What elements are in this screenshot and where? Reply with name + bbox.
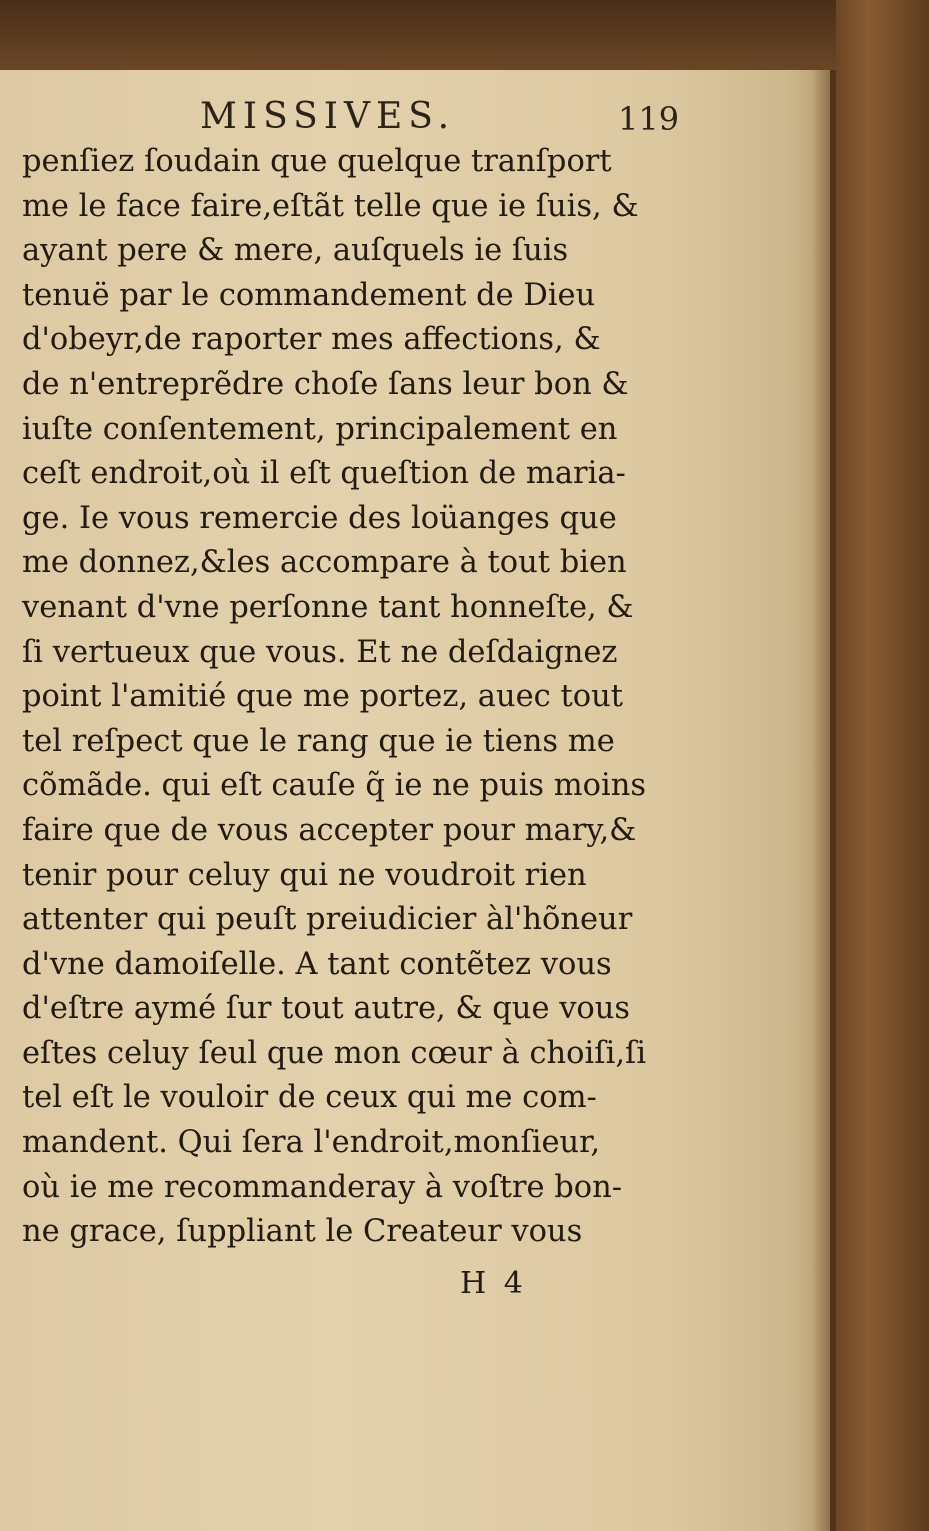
running-head [0, 96, 830, 140]
running-title: MISSIVES. [200, 96, 456, 137]
text-line: mandent. Qui ſera l'endroit,monſieur, [22, 1125, 601, 1161]
text-line: ne grace, ſuppliant le Createur vous [22, 1214, 583, 1250]
signature-mark: H 4 [460, 1266, 527, 1301]
text-line: tel eſt le vouloir de ceux qui me com- [22, 1080, 597, 1116]
text-line: penſiez ſoudain que quelque tranſport [22, 144, 612, 179]
background-top [0, 0, 836, 70]
text-line: ceſt endroit,où il eſt queſtion de maria- [22, 456, 626, 492]
text-line: ge. Ie vous remercie des loüanges que [22, 500, 617, 536]
text-line: eſtes celuy ſeul que mon cœur à choiſi,ſi [22, 1035, 647, 1071]
text-line: tel reſpect que le rang que ie tiens me [22, 723, 615, 759]
text-line: point l'amitié que me portez, auec tout [22, 679, 623, 715]
text-line: de n'entreprẽdre choſe ſans leur bon & [22, 366, 629, 402]
text-line: tenir pour celuy qui ne voudroit rien [22, 857, 587, 893]
text-line: attenter qui peuſt preiudicier àl'hõneur [22, 902, 633, 938]
text-line: cõmãde. qui eſt cauſe q̃ ie ne puis moins [22, 768, 647, 804]
text-line: ayant pere & mere, auſquels ie ſuis [22, 233, 569, 269]
text-line: iuſte conſentement, principalement en [22, 411, 618, 447]
text-line: me donnez,&les accompare à tout bien [22, 545, 627, 581]
text-line: tenuë par le commandement de Dieu [22, 277, 596, 313]
page-number: 119 [618, 100, 680, 138]
text-line: venant d'vne perſonne tant honneſte, & [22, 589, 634, 625]
text-line: d'eſtre aymé ſur tout autre, & que vous [22, 991, 631, 1027]
text-line: d'obeyr,de raporter mes affections, & [22, 322, 601, 358]
text-line: où ie me recommanderay à voſtre bon- [22, 1169, 623, 1205]
body-text [22, 140, 722, 1255]
text-line: me le face faire,eſtãt telle que ie ſuis, & [22, 188, 639, 224]
binding-edge [836, 0, 929, 1531]
text-line: faire que de vous accepter pour mary,& [22, 812, 637, 848]
text-line: ſi vertueux que vous. Et ne deſdaignez [22, 634, 618, 670]
page-edge-shadow [812, 70, 836, 1531]
text-line: d'vne damoiſelle. A tant contẽtez vous [22, 946, 612, 982]
